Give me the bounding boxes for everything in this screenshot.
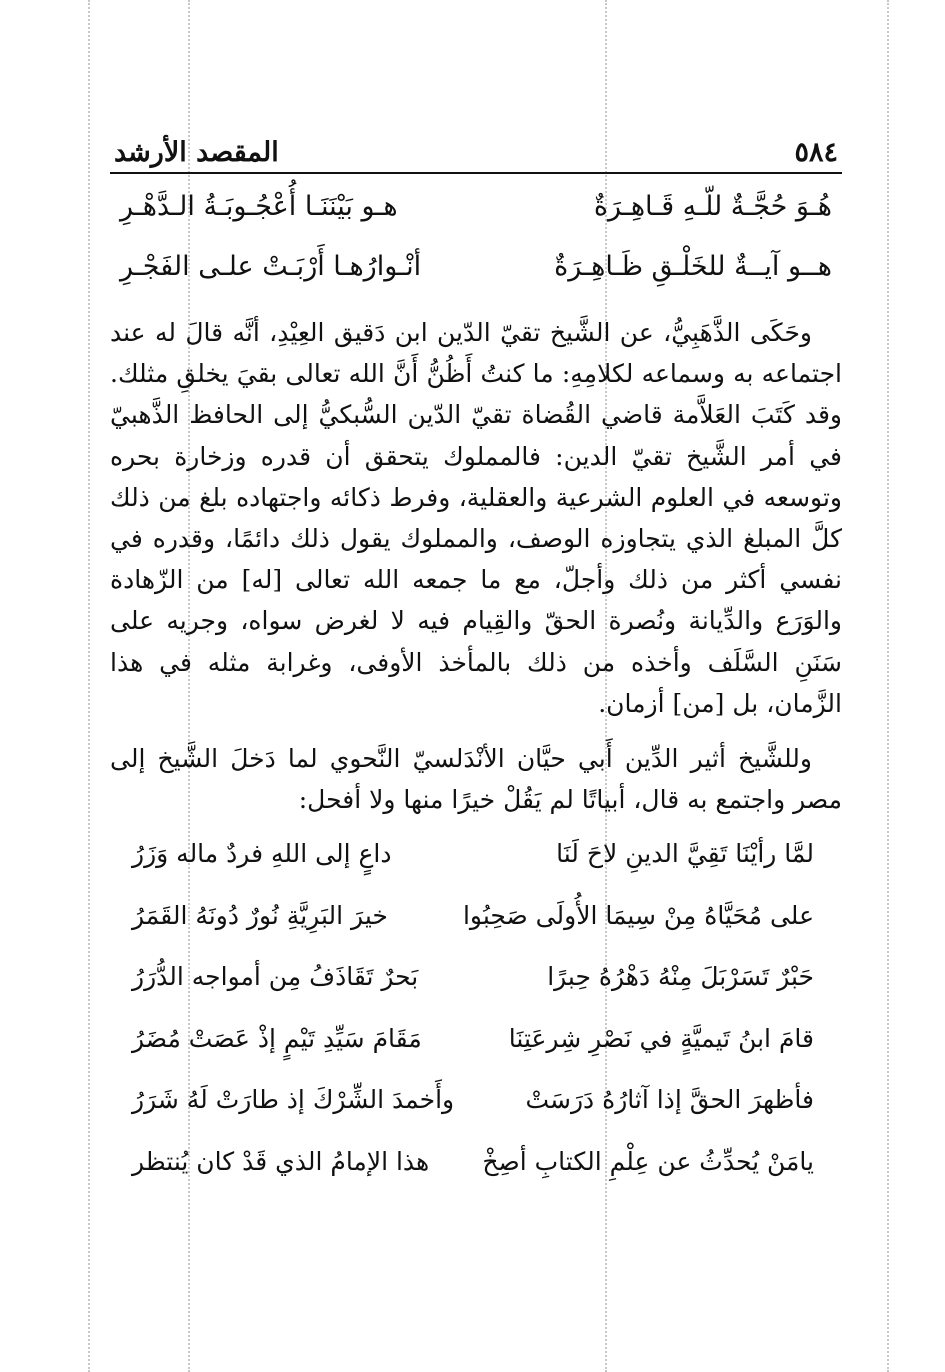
body-paragraph: وحَكَى الذَّهَبِيُّ، عن الشَّيخ تقيّ الدّين ابن دَقيق العِيْدِ، أنَّه قالَ له عند اجتماعه به وسماعه لكلامِهِ: ما كنتُ أَظُنُّ أَنَّ الله تعالى بقيَ يخلقِ مثلك. وقد كَتَبَ العَلاَّمة قاضي القُضاة تقيّ الدّين السُّبكيُّ إلى الحافظ الذَّهبيّ في أمر الشَّيخ تقيّ الدين: فالمملوك يتحقق أن قدره وزخارة بحره وتوسعه في العلوم الشرعية والعقلية، وفرط ذكائه واجتهاده بلغ من ذلك كلَّ المبلغ الذي يتجاوزه الوصف، والمملوك يقول ذلك دائمًا، وقدره في نفسي أكثر من ذلك وأجلّ، مع ما جمعه الله تعالى [له] من الزّهادة والوَرَع والدِّيانة ونُصرة الحقّ والقِيام فيه لا لغرض سواه، وجريه على سَنَنِ السَّلَف وأخذه من ذلك بالمأخذ الأوفى، وغرابة مثله في هذا الزَّمان، بل [من] أزمان. [110, 318, 842, 718]
margin-guide [887, 0, 889, 1372]
poem-first-hemistich: على مُحَيَّاهُ مِنْ سِيمَا الأُولَى صَحِبُوا [462, 900, 814, 930]
poem-first-hemistich: قامَ ابنُ تَيميَّةٍ في نَصْرِ شِرعَتِنَا [508, 1023, 814, 1053]
poem-line [132, 834, 814, 896]
book-title: المقصد الأرشد [114, 137, 279, 168]
body-paragraph: وللشَّيخ أثير الدِّين أَبي حيَّان الأنْدَلسيّ النَّحوي لما دَخلَ الشَّيخ إلى مصر واجتمع به قال، أبياتًا لم يَقُلْ خيرًا منها ولا أفحل: [110, 744, 842, 815]
poem-line [132, 957, 814, 1019]
poem-second-hemistich: وأَخمدَ الشِّرْكَ إذ طارَتْ لَهُ شَرَرُ [132, 1085, 455, 1115]
running-header [110, 130, 842, 174]
poem-second-hemistich: داعٍ إلى اللهِ فردٌ ماله وَزَرُ [132, 839, 392, 869]
verse-second-hemistich: هـو بَيْنَنَـا أُعْجُـوبَـةُ الـدَّهْـرِ [120, 191, 398, 222]
page-number: ٥٨٤ [794, 137, 838, 168]
opening-verse [110, 188, 842, 248]
poem-first-hemistich: حَبْرٌ تَسَرْبَلَ مِنْهُ دَهْرُهُ حِبرًا [547, 962, 814, 992]
poem-first-hemistich: فأظهرَ الحقَّ إذا آثارُهُ دَرَسَتْ [525, 1085, 814, 1115]
poem-line [132, 896, 814, 958]
verse-second-hemistich: أنْـوارُهـا أَرْبَـتْ علـى الفَجْـرِ [120, 251, 422, 282]
margin-guide [88, 0, 90, 1372]
poem-line [132, 1080, 814, 1142]
document-page [110, 130, 842, 1203]
poem-line [132, 1142, 814, 1204]
poem [110, 834, 842, 1203]
poem-second-hemistich: هذا الإمامُ الذي قَدْ كان يُنتظر [132, 1146, 430, 1176]
poem-first-hemistich: يامَنْ يُحدِّثُ عن عِلْمِ الكتابِ أصِخْ [482, 1146, 814, 1176]
poem-second-hemistich: مَقَامَ سَيِّدِ تَيْمٍ إذْ عَصَتْ مُضَرُ [132, 1023, 422, 1053]
verse-first-hemistich: هــو آيــةٌ للخَلْـقِ ظَـاهِـرَةٌ [554, 251, 832, 282]
poem-first-hemistich: لمَّا رأيْنَا تَقِيَّ الدينِ لاحَ لَنَا [556, 839, 814, 869]
poem-second-hemistich: خيرَ البَرِيَّةِ نُورٌ دُونَهُ القَمَرُ [132, 900, 388, 930]
poem-line [132, 1019, 814, 1081]
verse-first-hemistich: هُـوَ حُجَّـةٌ للّـهِ قَـاهِـرَةٌ [593, 191, 832, 222]
opening-verse [110, 248, 842, 304]
poem-second-hemistich: بَحرٌ تَقَاذَفُ مِن أمواجه الدُّرَرُ [132, 962, 419, 992]
